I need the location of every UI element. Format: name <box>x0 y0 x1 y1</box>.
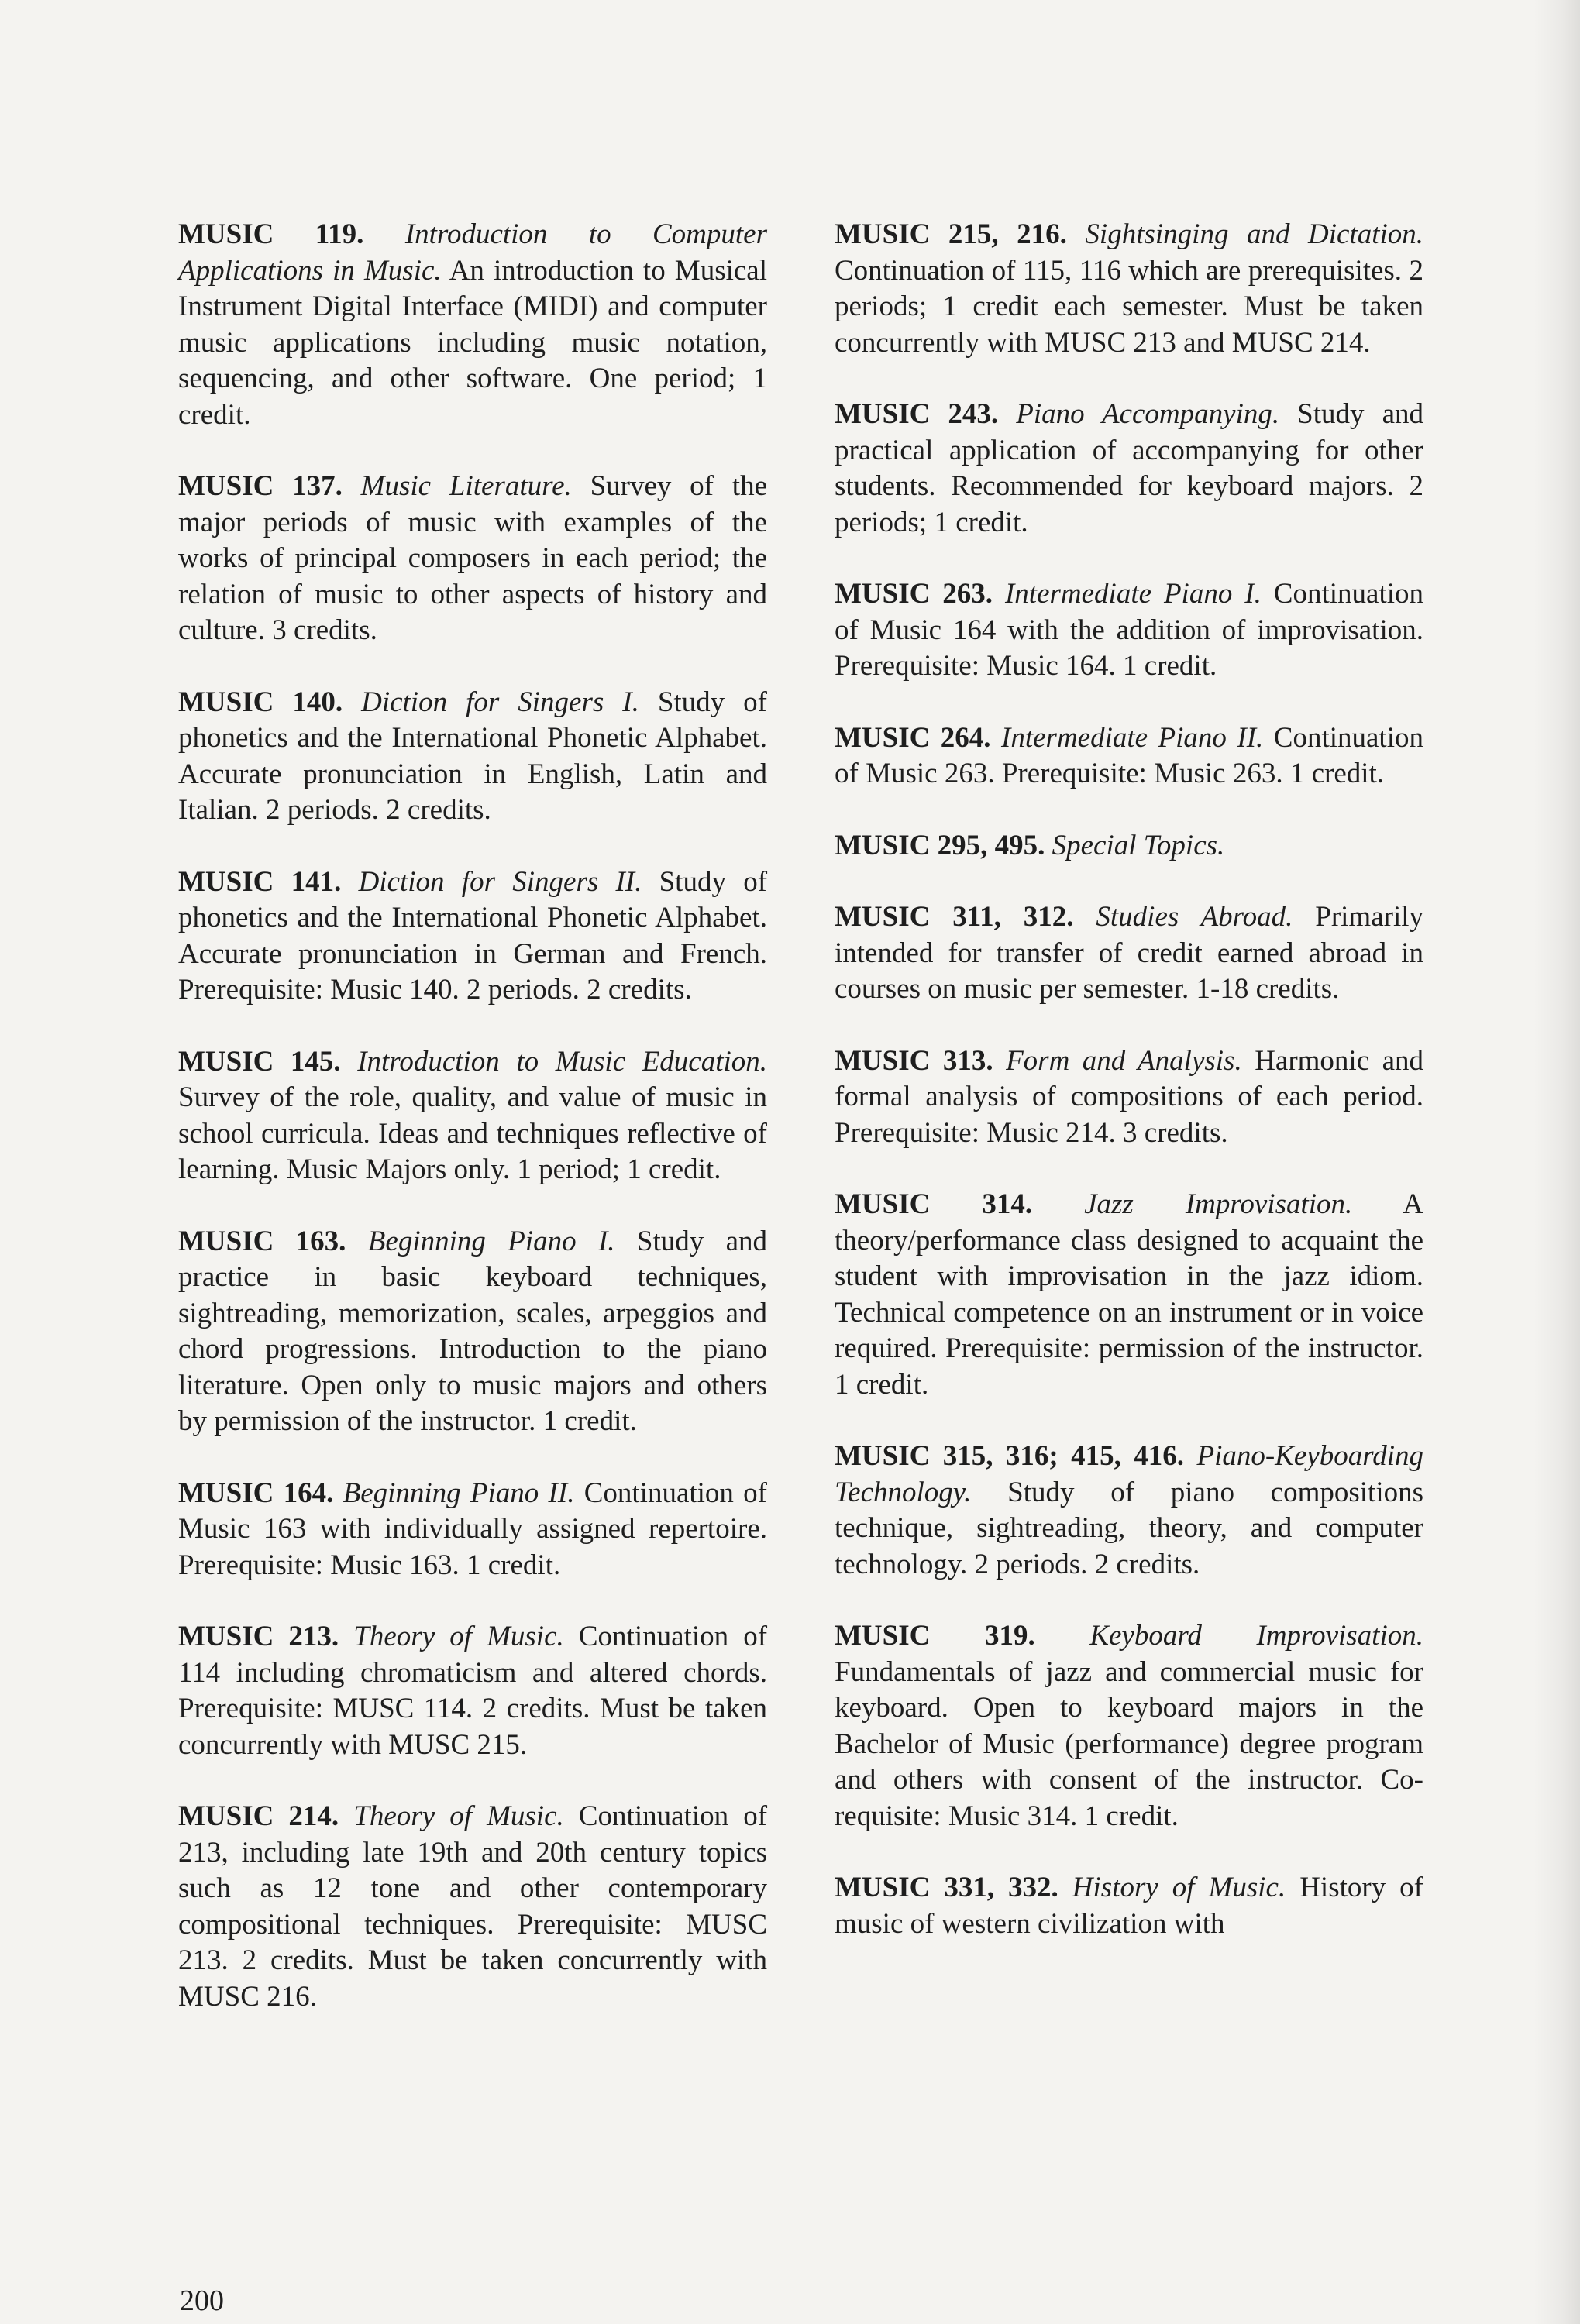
course-title: Intermediate Piano I. <box>1004 578 1262 610</box>
course-entry-music-213 <box>178 1619 767 1763</box>
course-code: MUSIC 141. <box>178 865 342 898</box>
course-code: MUSIC 119. <box>178 218 364 250</box>
course-entry-music-263 <box>835 576 1423 685</box>
course-title: Introduction to Music Education. <box>357 1045 767 1078</box>
course-code: MUSIC 215, 216. <box>835 218 1067 250</box>
course-description: Study of phonetics and the International Phonetic Alphabet. Accurate pronunciation in German and French. Prerequisite: Music 140. 2 periods. 2 credits. <box>178 865 768 1006</box>
course-entry-music-313 <box>835 1043 1423 1152</box>
course-description: Fundamentals of jazz and commercial music for keyboard. Open to keyboard majors in the Bachelor of Music (performance) degree program and others with consent of the instructor. Co-requisite: Music 314. 1 credit. <box>835 1655 1423 1832</box>
course-entry-music-243 <box>835 397 1423 541</box>
course-description: Continuation of Music 263. Prerequisite: Music 263. 1 credit. <box>835 721 1423 789</box>
right-column <box>835 217 1423 1978</box>
course-title: Special Topics. <box>1052 829 1225 861</box>
course-title: Studies Abroad. <box>1096 901 1293 933</box>
course-entry-music-314 <box>835 1187 1423 1403</box>
course-description: Continuation of Music 164 with the addition of improvisation. Prerequisite: Music 164. 1 credit. <box>835 578 1424 682</box>
course-entry-music-264 <box>835 720 1423 792</box>
course-entry-music-311-312 <box>835 899 1423 1008</box>
course-code: MUSIC 263. <box>835 578 993 610</box>
course-code: MUSIC 315, 316; 415, 416. <box>835 1440 1185 1472</box>
course-description: Harmonic and formal analysis of compositions of each period. Prerequisite: Music 214. 3 credits. <box>835 1044 1424 1149</box>
course-entry-music-215-216 <box>835 217 1423 361</box>
course-code: MUSIC 313. <box>835 1044 993 1077</box>
course-description: Primarily intended for transfer of credit earned abroad in courses on music per semester. 1-18 credits. <box>835 901 1424 1005</box>
course-code: MUSIC 264. <box>835 721 991 754</box>
course-description: Continuation of 115, 116 which are prerequisites. 2 periods; 1 credit each semester. Must be taken concurrently with MUSC 213 and MUSC 214. <box>835 254 1423 359</box>
course-title: Theory of Music. <box>353 1621 564 1652</box>
course-entry-music-214 <box>178 1799 767 2015</box>
course-description: Survey of the role, quality, and value of music in school curricula. Ideas and techniques reflective of learning. Music Majors only. 1 period; 1 credit. <box>178 1081 767 1185</box>
course-description: Study and practice in basic keyboard techniques, sightreading, memorization, scales, arpeggios and chord progressions. Introduction to the piano literature. Open only to music majors and others by permission of the instructor. 1 credit. <box>178 1225 768 1437</box>
course-entry-music-331-332 <box>835 1870 1423 1942</box>
course-title: Intermediate Piano II. <box>1001 721 1264 754</box>
course-description: History of music of western civilization with <box>835 1872 1424 1940</box>
course-description: Continuation of 213, including late 19th and 20th century topics such as 12 tone and other contemporary compositional techniques. Prerequisite: MUSC 213. 2 credits. Must be taken concurrently with MUSC 216. <box>178 1800 768 2013</box>
course-code: MUSIC 319. <box>835 1620 1035 1652</box>
course-description: Study of piano compositions technique, sightreading, theory, and computer technology. 2 periods. 2 credits. <box>835 1476 1423 1580</box>
course-title: Beginning Piano II. <box>343 1477 575 1509</box>
course-description: Study of phonetics and the International Phonetic Alphabet. Accurate pronunciation in English, Latin and Italian. 2 periods. 2 credits. <box>178 686 768 826</box>
course-title: Music Literature. <box>360 470 572 502</box>
course-code: MUSIC 314. <box>835 1188 1033 1220</box>
course-title: Form and Analysis. <box>1006 1044 1242 1077</box>
left-column <box>178 217 767 2051</box>
course-code: MUSIC 140. <box>178 686 343 718</box>
course-description: An introduction to Musical Instrument Digital Interface (MIDI) and computer music applications including music notation, sequencing, and other software. One period; 1 credit. <box>178 254 767 431</box>
course-code: MUSIC 213. <box>178 1621 339 1652</box>
course-code: MUSIC 295, 495. <box>835 829 1045 861</box>
course-code: MUSIC 145. <box>178 1045 341 1078</box>
course-title: Sightsinging and Dictation. <box>1085 218 1424 250</box>
course-entry-music-163 <box>178 1224 767 1440</box>
course-title: Piano-Keyboarding Technology. <box>835 1440 1424 1508</box>
course-entry-music-164 <box>178 1476 767 1584</box>
course-entry-music-145 <box>178 1044 767 1188</box>
course-entry-music-137 <box>178 469 767 649</box>
course-description: A theory/performance class designed to acquaint the student with improvisation in the jazz idiom. Technical competence on an instrument or in voice required. Prerequisite: permission of the instructor. 1 credit. <box>835 1188 1423 1401</box>
course-title: Theory of Music. <box>353 1800 564 1832</box>
course-title: Piano Accompanying. <box>1016 398 1280 430</box>
course-entry-music-119 <box>178 217 767 433</box>
course-code: MUSIC 243. <box>835 398 999 430</box>
page-edge-shadow <box>1534 0 1580 2324</box>
course-title: Beginning Piano I. <box>367 1225 615 1257</box>
course-entry-music-140 <box>178 685 767 829</box>
course-entry-music-319 <box>835 1618 1423 1834</box>
course-entry-music-315-316-415-416 <box>835 1439 1423 1583</box>
course-description: Survey of the major periods of music with examples of the works of principal composers in each period; the relation of music to other aspects of history and culture. 3 credits. <box>178 470 767 646</box>
course-description: Study and practical application of accompanying for other students. Recommended for keyboard majors. 2 periods; 1 credit. <box>835 398 1424 538</box>
course-code: MUSIC 164. <box>178 1477 334 1509</box>
course-title: Keyboard Improvisation. <box>1089 1620 1423 1652</box>
course-description: Continuation of 114 including chromaticism and altered chords. Prerequisite: MUSC 114. 2 credits. Must be taken concurrently with MUSC 215. <box>178 1621 768 1761</box>
course-code: MUSIC 311, 312. <box>835 901 1074 933</box>
course-code: MUSIC 137. <box>178 470 343 502</box>
course-entry-music-141 <box>178 865 767 1009</box>
course-code: MUSIC 214. <box>178 1800 339 1832</box>
course-title: Diction for Singers II. <box>358 865 642 898</box>
course-code: MUSIC 331, 332. <box>835 1872 1058 1903</box>
course-title: Diction for Singers I. <box>361 686 639 718</box>
course-entry-music-295-495 <box>835 828 1423 865</box>
course-description: Continuation of Music 163 with individually assigned repertoire. Prerequisite: Music 163. 1 credit. <box>178 1477 767 1581</box>
course-title: History of Music. <box>1072 1872 1286 1903</box>
course-title: Introduction to Computer Applications in Music. <box>178 218 767 287</box>
page-number: 200 <box>180 2284 224 2317</box>
course-title: Jazz Improvisation. <box>1084 1188 1353 1220</box>
course-code: MUSIC 163. <box>178 1225 346 1257</box>
